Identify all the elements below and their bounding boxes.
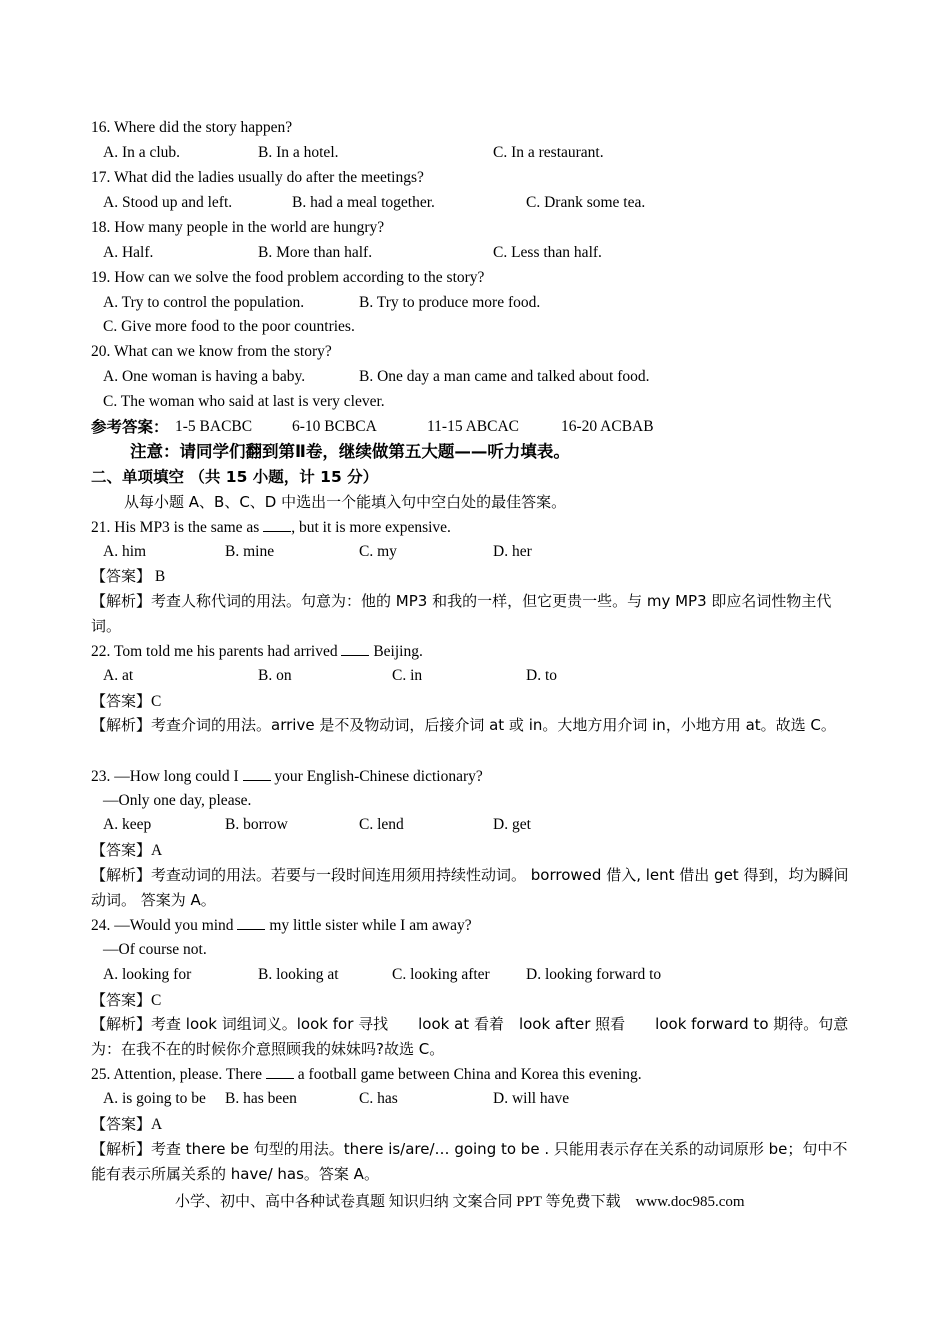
q24-blank [237, 915, 265, 930]
q24-answer-label: 【答案】 [91, 991, 152, 1009]
q22-explanation-label: 【解析】 [91, 716, 152, 734]
q20-option-a: A. One woman is having a baby. [103, 368, 306, 385]
q25-answer-value: A [151, 1116, 163, 1133]
q22-option-c: C. in [392, 667, 423, 684]
q23-explanation [91, 863, 861, 913]
q25-option-b: B. has been [225, 1090, 297, 1107]
q17-option-b: B. had a meal together. [292, 194, 435, 211]
q22-answer-value: C [151, 693, 162, 710]
q21-option-a: A. him [103, 543, 147, 560]
q25-option-c: C. has [359, 1090, 398, 1107]
q21-text-part2: , but it is more expensive. [291, 519, 451, 536]
question-16: 16. Where did the story happen? [91, 119, 293, 136]
q21-option-b: B. mine [225, 543, 275, 560]
q21-explanation-text: 考查人称代词的用法。句意为：他的 MP3 和我的一样，但它更贵一些。与 my MP3 即应名词性物主代词。 [91, 592, 832, 635]
q21-answer [91, 566, 165, 587]
q23-option-d: D. get [493, 816, 531, 833]
q24-text-part1: 24. —Would you mind [91, 917, 234, 934]
answers-group-1: 1-5 BACBC [175, 418, 253, 435]
q18-option-c: C. Less than half. [493, 244, 602, 261]
q21-answer-label: 【答案】 [91, 567, 152, 585]
q24-option-d: D. looking forward to [526, 966, 662, 983]
page-footer: 小学、初中、高中各种试卷真题 知识归纳 文案合同 PPT 等免费下载 www.doc985.com [175, 1194, 745, 1210]
q23-explanation-label: 【解析】 [91, 866, 152, 884]
question-17: 17. What did the ladies usually do after the meetings? [91, 169, 424, 186]
q25-explanation-text: 考查 there be 句型的用法。there is/are/… going to be . 只能用表示存在关系的动词原形 be；句中不能有表示所属关系的 have/ has。答案 A。 [91, 1140, 848, 1183]
q25-blank [266, 1064, 294, 1079]
question-25 [91, 1064, 642, 1085]
q23-blank [243, 766, 271, 781]
q16-option-c: C. In a restaurant. [493, 144, 604, 161]
q25-option-a: A. is going to be [103, 1090, 206, 1107]
q24-reply: —Of course not. [103, 941, 207, 958]
q24-explanation-label: 【解析】 [91, 1015, 152, 1033]
q18-option-a: A. Half. [103, 244, 154, 261]
q21-option-d: D. her [493, 543, 532, 560]
question-20: 20. What can we know from the story? [91, 343, 332, 360]
section-2-instruction: 从每小题 A、B、C、D 中选出一个能填入句中空白处的最佳答案。 [124, 493, 567, 511]
q22-explanation-text: 考查介词的用法。arrive 是不及物动词，后接介词 at 或 in。大地方用介词 in，小地方用 at。故选 C。 [151, 716, 836, 734]
q23-answer [91, 840, 162, 861]
q24-answer-value: C [151, 992, 162, 1009]
reference-answers-label: 参考答案： [91, 418, 169, 436]
q24-option-c: C. looking after [392, 966, 490, 983]
q23-answer-label: 【答案】 [91, 841, 152, 859]
question-19: 19. How can we solve the food problem according to the story? [91, 269, 485, 286]
q22-option-d: D. to [526, 667, 557, 684]
q25-text-part1: 25. Attention, please. There [91, 1066, 263, 1083]
q25-answer [91, 1114, 162, 1135]
q17-option-c: C. Drank some tea. [526, 194, 646, 211]
question-21 [91, 517, 451, 538]
q21-explanation [91, 589, 861, 639]
q19-option-b: B. Try to produce more food. [359, 294, 541, 311]
q25-explanation-label: 【解析】 [91, 1140, 152, 1158]
q23-option-a: A. keep [103, 816, 152, 833]
q19-option-c: C. Give more food to the poor countries. [103, 318, 355, 335]
q22-blank [341, 641, 369, 656]
q21-explanation-label: 【解析】 [91, 592, 152, 610]
question-18: 18. How many people in the world are hungry? [91, 219, 385, 236]
answers-group-2: 6-10 BCBCA [292, 418, 377, 435]
q25-answer-label: 【答案】 [91, 1115, 152, 1133]
q17-option-a: A. Stood up and left. [103, 194, 233, 211]
q20-option-c: C. The woman who said at last is very clever. [103, 393, 385, 410]
q21-option-c: C. my [359, 543, 397, 560]
q22-text-part2: Beijing. [369, 643, 423, 660]
question-22 [91, 641, 423, 662]
q25-text-part2: a football game between China and Korea this evening. [293, 1066, 642, 1083]
q24-explanation [91, 1012, 861, 1062]
q22-answer [91, 691, 161, 712]
q25-explanation [91, 1137, 861, 1187]
q16-option-b: B. In a hotel. [258, 144, 339, 161]
notice-text: 注意：请同学们翻到第Ⅱ卷，继续做第五大题——听力填表。 [130, 442, 570, 461]
q24-text-part2: my little sister while I am away? [265, 917, 472, 934]
q24-answer [91, 990, 161, 1011]
q22-answer-label: 【答案】 [91, 692, 152, 710]
answers-group-3: 11-15 ABCAC [427, 418, 520, 435]
q24-option-b: B. looking at [258, 966, 339, 983]
q22-option-b: B. on [258, 667, 292, 684]
q21-answer-value: B [151, 568, 166, 585]
q23-explanation-text: 考查动词的用法。若要与一段时间连用须用持续性动词。 borrowed 借入, lent 借出 get 得到，均为瞬间动词。 答案为 A。 [91, 866, 849, 909]
q24-option-a: A. looking for [103, 966, 192, 983]
q23-option-c: C. lend [359, 816, 404, 833]
q21-blank [263, 517, 291, 532]
q19-option-a: A. Try to control the population. [103, 294, 305, 311]
question-24 [91, 915, 472, 936]
answers-group-4: 16-20 ACBAB [561, 418, 654, 435]
question-23 [91, 766, 483, 787]
q23-option-b: B. borrow [225, 816, 288, 833]
reference-answers [91, 417, 654, 438]
q23-reply: —Only one day, please. [103, 792, 252, 809]
q20-option-b: B. One day a man came and talked about food. [359, 368, 650, 385]
q24-explanation-text: 考查 look 词组词义。look for 寻找 look at 看着 look after 照看 look forward to 期待。句意为：在我不在的时候你介意照顾我的妹妹吗?故选 C。 [91, 1015, 849, 1058]
section-2-title: 二、单项填空 （共 15 小题，计 15 分） [91, 468, 379, 486]
q23-text-part2: your English-Chinese dictionary? [270, 768, 483, 785]
q22-explanation [91, 713, 861, 738]
q16-option-a: A. In a club. [103, 144, 181, 161]
q23-text-part1: 23. —How long could I [91, 768, 239, 785]
q21-text-part1: 21. His MP3 is the same as [91, 519, 260, 536]
q22-option-a: A. at [103, 667, 134, 684]
q23-answer-value: A [151, 842, 163, 859]
q25-option-d: D. will have [493, 1090, 570, 1107]
q18-option-b: B. More than half. [258, 244, 373, 261]
q22-text-part1: 22. Tom told me his parents had arrived [91, 643, 338, 660]
